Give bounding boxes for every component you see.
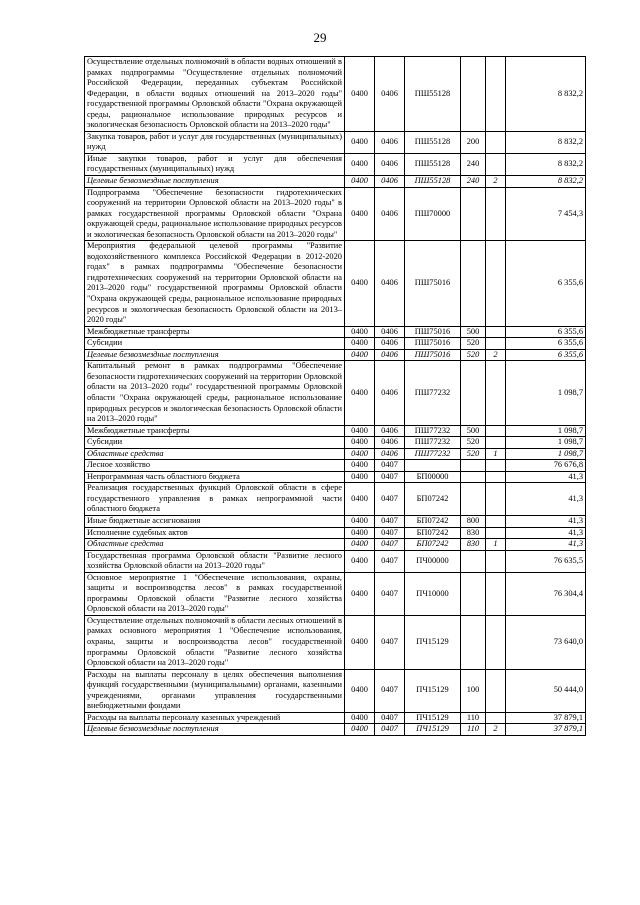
amount-cell: 1 098,7 [506,437,586,449]
amount-cell: 41,3 [506,515,586,527]
page-number: 29 [313,30,327,45]
row-name-cell: Исполнение судебных актов [85,527,345,539]
expense-type-cell: 830 [461,539,486,551]
subsection-code-cell: 0406 [375,241,405,326]
amount-cell: 1 098,7 [506,448,586,460]
target-article-cell: ПШ77232 [405,361,461,425]
funding-source-cell: 1 [486,539,506,551]
amount-cell: 6 355,6 [506,349,586,361]
expense-type-cell: 200 [461,131,486,153]
expense-type-cell [461,572,486,615]
target-article-cell: ПШ55128 [405,176,461,188]
target-article-cell: ПШ77232 [405,425,461,437]
expense-type-cell: 100 [461,669,486,712]
target-article-cell: ПШ75016 [405,338,461,350]
section-code-cell: 0400 [345,615,375,669]
target-article-cell: БП07242 [405,483,461,516]
subsection-code-cell: 0407 [375,669,405,712]
table-row [85,669,586,712]
target-article-cell: БП07242 [405,515,461,527]
row-name-cell: Областные средства [85,539,345,551]
expense-type-cell: 800 [461,515,486,527]
funding-source-cell [486,515,506,527]
amount-cell: 73 640,0 [506,615,586,669]
row-name-cell: Иные бюджетные ассигнования [85,515,345,527]
table-row [85,176,586,188]
funding-source-cell [486,712,506,724]
funding-source-cell [486,615,506,669]
funding-source-cell [486,437,506,449]
section-code-cell: 0400 [345,724,375,736]
row-name-cell: Расходы на выплаты персоналу казенных учреждений [85,712,345,724]
funding-source-cell [486,57,506,132]
expense-type-cell [461,483,486,516]
expense-type-cell [461,471,486,483]
expense-type-cell [461,241,486,326]
table-row [85,460,586,472]
amount-cell: 1 098,7 [506,361,586,425]
target-article-cell: БП00000 [405,471,461,483]
amount-cell: 6 355,6 [506,338,586,350]
section-code-cell: 0400 [345,326,375,338]
table-row [85,131,586,153]
subsection-code-cell: 0407 [375,483,405,516]
table-row [85,515,586,527]
row-name-cell: Целевые безвозмездные поступления [85,176,345,188]
row-name-cell: Подпрограмма "Обеспечение безопасности гидротехнических сооружений на территории Орловской области на 2013–2020 годы" в рамках государственной программы Орловской области "Охрана окружающей среды, рациональное использование природных ресурсов и экологическая безопасность Орловской области на 2013–2020 годы" [85,187,345,241]
funding-source-cell: 2 [486,349,506,361]
target-article-cell: ПШ75016 [405,349,461,361]
table-row [85,615,586,669]
funding-source-cell [486,550,506,572]
target-article-cell: ПШ55128 [405,153,461,175]
subsection-code-cell: 0406 [375,153,405,175]
table-row [85,187,586,241]
subsection-code-cell: 0406 [375,425,405,437]
expense-type-cell: 110 [461,724,486,736]
target-article-cell: ПЧ10000 [405,572,461,615]
row-name-cell: Основное мероприятие 1 "Обеспечение использования, охраны, защиты и воспроизводства лесов" в рамках государственной программы Орловской области "Развитие лесного хозяйства Орловской области на 2013–2020 годы" [85,572,345,615]
funding-source-cell: 1 [486,448,506,460]
amount-cell: 76 676,8 [506,460,586,472]
section-code-cell: 0400 [345,669,375,712]
table-row [85,338,586,350]
target-article-cell: ПШ77232 [405,448,461,460]
section-code-cell: 0400 [345,460,375,472]
table-body [85,57,586,736]
amount-cell: 76 304,4 [506,572,586,615]
table-row [85,437,586,449]
section-code-cell: 0400 [345,176,375,188]
row-name-cell: Осуществление отдельных полномочий в области лесных отношений в рамках основного мероприятия 1 "Обеспечение использования, охраны, защиты и воспроизводства лесов" государственной программы Орловской области "Развитие лесного хозяйства Орловской области на 2013–2020 годы" [85,615,345,669]
target-article-cell: ПШ70000 [405,187,461,241]
amount-cell: 37 879,1 [506,712,586,724]
table-row [85,425,586,437]
table-row [85,448,586,460]
subsection-code-cell: 0406 [375,176,405,188]
expense-type-cell: 520 [461,338,486,350]
funding-source-cell [486,187,506,241]
table-row [85,326,586,338]
amount-cell: 8 832,2 [506,176,586,188]
funding-source-cell [486,471,506,483]
table-row [85,241,586,326]
funding-source-cell [486,131,506,153]
target-article-cell: ПЧ15129 [405,712,461,724]
subsection-code-cell: 0406 [375,326,405,338]
amount-cell: 41,3 [506,483,586,516]
amount-cell: 1 098,7 [506,425,586,437]
table-row [85,724,586,736]
row-name-cell: Лесное хозяйство [85,460,345,472]
amount-cell: 37 879,1 [506,724,586,736]
row-name-cell: Иные закупки товаров, работ и услуг для обеспечения государственных (муниципальных) нужд [85,153,345,175]
table-row [85,550,586,572]
section-code-cell: 0400 [345,539,375,551]
subsection-code-cell: 0406 [375,131,405,153]
subsection-code-cell: 0406 [375,361,405,425]
section-code-cell: 0400 [345,527,375,539]
funding-source-cell [486,326,506,338]
subsection-code-cell: 0406 [375,437,405,449]
funding-source-cell [486,241,506,326]
section-code-cell: 0400 [345,471,375,483]
table-row [85,712,586,724]
row-name-cell: Государственная программа Орловской области "Развитие лесного хозяйства Орловской области на 2013–2020 годы" [85,550,345,572]
funding-source-cell [486,483,506,516]
table-row [85,572,586,615]
table-row [85,483,586,516]
subsection-code-cell: 0407 [375,712,405,724]
funding-source-cell: 2 [486,176,506,188]
amount-cell: 76 635,5 [506,550,586,572]
target-article-cell [405,460,461,472]
subsection-code-cell: 0407 [375,539,405,551]
amount-cell: 8 832,2 [506,57,586,132]
section-code-cell: 0400 [345,361,375,425]
subsection-code-cell: 0406 [375,349,405,361]
section-code-cell: 0400 [345,550,375,572]
target-article-cell: ПШ75016 [405,326,461,338]
subsection-code-cell: 0407 [375,615,405,669]
section-code-cell: 0400 [345,57,375,132]
expense-type-cell: 240 [461,176,486,188]
amount-cell: 41,3 [506,471,586,483]
target-article-cell: БП07242 [405,527,461,539]
funding-source-cell [486,572,506,615]
table-row [85,57,586,132]
subsection-code-cell: 0407 [375,515,405,527]
row-name-cell: Реализация государственных функций Орловской области в сфере государственного управления в рамках непрограммной части областного бюджета [85,483,345,516]
section-code-cell: 0400 [345,241,375,326]
section-code-cell: 0400 [345,712,375,724]
expense-type-cell [461,187,486,241]
funding-source-cell [486,153,506,175]
amount-cell: 7 454,3 [506,187,586,241]
subsection-code-cell: 0407 [375,527,405,539]
amount-cell: 41,3 [506,527,586,539]
budget-table [84,56,586,736]
table-row [85,349,586,361]
row-name-cell: Осуществление отдельных полномочий в области водных отношений в рамках подпрограммы "Осуществление отдельных полномочий Российской Федерации, переданных субъектам Российской Федерации, в области водных отношений на 2013–2020 годы" государственной программы Орловской области "Охрана окружающей среды, рациональное использование природных ресурсов и экологическая безопасность Орловской области на 2013–2020 годы" [85,57,345,132]
section-code-cell: 0400 [345,349,375,361]
row-name-cell: Областные средства [85,448,345,460]
row-name-cell: Субсидии [85,338,345,350]
row-name-cell: Субсидии [85,437,345,449]
amount-cell: 6 355,6 [506,326,586,338]
section-code-cell: 0400 [345,425,375,437]
section-code-cell: 0400 [345,448,375,460]
section-code-cell: 0400 [345,187,375,241]
section-code-cell: 0400 [345,338,375,350]
amount-cell: 8 832,2 [506,153,586,175]
expense-type-cell: 110 [461,712,486,724]
target-article-cell: ПЧ00000 [405,550,461,572]
funding-source-cell: 2 [486,724,506,736]
row-name-cell: Непрограммная часть областного бюджета [85,471,345,483]
funding-source-cell [486,460,506,472]
funding-source-cell [486,425,506,437]
row-name-cell: Межбюджетные трансферты [85,425,345,437]
expense-type-cell: 500 [461,425,486,437]
expense-type-cell [461,550,486,572]
target-article-cell: ПЧ15129 [405,724,461,736]
section-code-cell: 0400 [345,131,375,153]
table-row [85,471,586,483]
table-row [85,153,586,175]
funding-source-cell [486,361,506,425]
funding-source-cell [486,527,506,539]
expense-type-cell: 240 [461,153,486,175]
target-article-cell: ПЧ15129 [405,669,461,712]
expense-type-cell: 520 [461,448,486,460]
target-article-cell: ПЧ15129 [405,615,461,669]
subsection-code-cell: 0407 [375,460,405,472]
table-row [85,539,586,551]
amount-cell: 41,3 [506,539,586,551]
table-row [85,361,586,425]
subsection-code-cell: 0406 [375,448,405,460]
expense-type-cell [461,361,486,425]
row-name-cell: Капитальный ремонт в рамках подпрограммы "Обеспечение безопасности гидротехнических сооружений на территории Орловской области на 2013–2020 годы" государственной программы Орловской области "Охрана окружающей среды, рациональное использование природных ресурсов и экологическая безопасность Орловской области на 2013–2020 годы" [85,361,345,425]
expense-type-cell [461,57,486,132]
row-name-cell: Расходы на выплаты персоналу в целях обеспечения выполнения функций государственными (муниципальными) органами, казенными учреждениями, органами управления государственными внебюджетными фондами [85,669,345,712]
subsection-code-cell: 0406 [375,338,405,350]
section-code-cell: 0400 [345,153,375,175]
expense-type-cell: 520 [461,349,486,361]
funding-source-cell [486,338,506,350]
row-name-cell: Целевые безвозмездные поступления [85,349,345,361]
expense-type-cell [461,615,486,669]
subsection-code-cell: 0407 [375,572,405,615]
amount-cell: 8 832,2 [506,131,586,153]
expense-type-cell [461,460,486,472]
target-article-cell: ПШ75016 [405,241,461,326]
target-article-cell: ПШ55128 [405,57,461,132]
expense-type-cell: 500 [461,326,486,338]
section-code-cell: 0400 [345,572,375,615]
target-article-cell: БП07242 [405,539,461,551]
subsection-code-cell: 0407 [375,550,405,572]
subsection-code-cell: 0406 [375,57,405,132]
table-row [85,527,586,539]
row-name-cell: Целевые безвозмездные поступления [85,724,345,736]
target-article-cell: ПШ55128 [405,131,461,153]
row-name-cell: Мероприятия федеральной целевой программы "Развитие водохозяйственного комплекса Российской Федерации в 2012-2020 годах" в рамках подпрограммы "Обеспечение безопасности гидротехнических сооружений на территории Орловской области на 2013–2020 годы" государственной программы Орловской области "Охрана окружающей среды, рациональное использование природных ресурсов и экологическая безопасность Орловской области на 2013–2020 годы" [85,241,345,326]
subsection-code-cell: 0406 [375,187,405,241]
amount-cell: 50 444,0 [506,669,586,712]
target-article-cell: ПШ77232 [405,437,461,449]
subsection-code-cell: 0407 [375,471,405,483]
section-code-cell: 0400 [345,437,375,449]
amount-cell: 6 355,6 [506,241,586,326]
section-code-cell: 0400 [345,515,375,527]
row-name-cell: Межбюджетные трансферты [85,326,345,338]
section-code-cell: 0400 [345,483,375,516]
funding-source-cell [486,669,506,712]
row-name-cell: Закупка товаров, работ и услуг для государственных (муниципальных) нужд [85,131,345,153]
expense-type-cell: 830 [461,527,486,539]
subsection-code-cell: 0407 [375,724,405,736]
expense-type-cell: 520 [461,437,486,449]
